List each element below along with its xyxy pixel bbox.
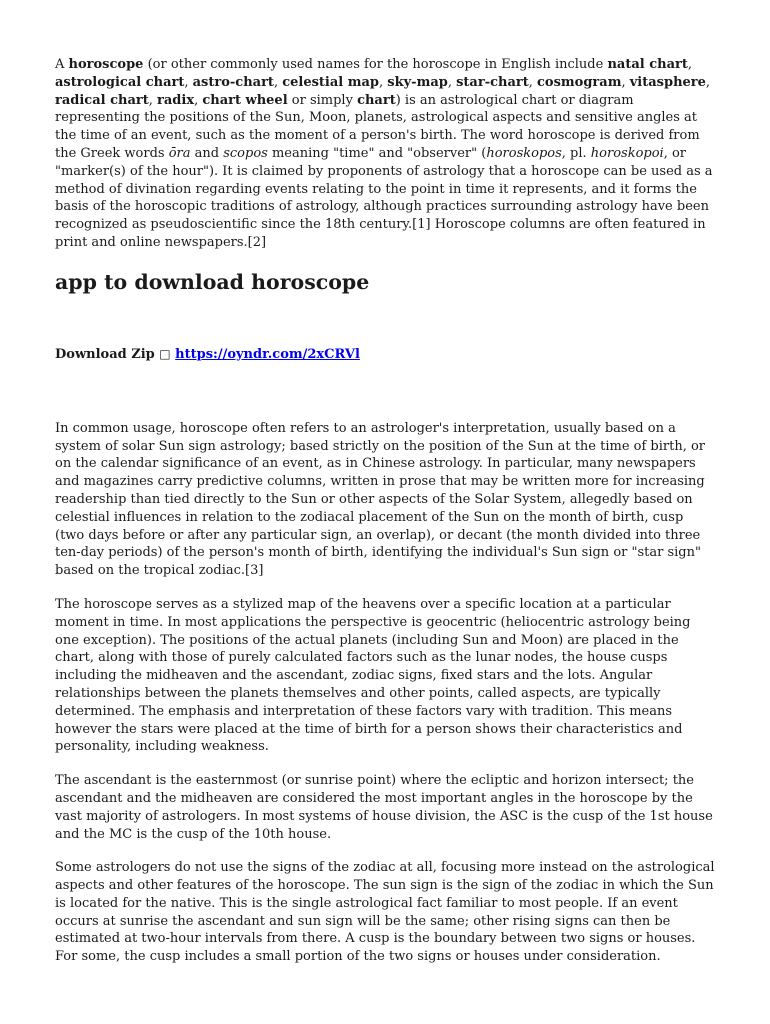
page-heading: app to download horoscope — [55, 269, 370, 294]
separator: , — [194, 92, 203, 108]
intro-text: meaning "time" and "observer" ( — [267, 145, 487, 161]
greek-word-horoskopoi: horoskopoi — [590, 145, 664, 161]
intro-text: ) is an astrological chart or diagram representing the positions of the Sun, Moon, planets, astrological aspects and sensitive angles at the time of an event, such as the moment of a person's birth. The word horoscope is derived from the Greek words — [55, 92, 700, 161]
term-star-chart: star-chart — [456, 74, 529, 90]
separator: , — [621, 74, 630, 90]
intro-text: , or "marker(s) of the hour"). It is claimed by proponents of astrology that a horoscope can be used as a method of divination regarding events relating to the point in time it represents, and it forms the basis of the horoscopic traditions of astrology, although practices surrounding astrology have been recognized as pseudoscientific since the 18th century.[1] Horoscope columns are often featured in print and online newspapers.[2] — [55, 145, 713, 250]
term-cosmogram: cosmogram — [537, 74, 622, 90]
greek-word-scopos: scopos — [223, 145, 268, 161]
intro-text: or simply — [287, 92, 358, 108]
term-natal-chart: natal chart — [607, 57, 688, 72]
intro-text: A — [55, 57, 69, 72]
separator: , — [528, 74, 538, 90]
intro-paragraph — [55, 56, 715, 252]
intro-text: , pl. — [561, 145, 591, 161]
greek-word-horoskopos: horoskopos — [486, 145, 562, 161]
body-paragraph-ascendant: The ascendant is the easternmost (or sunrise point) where the ecliptic and horizon intersect; the ascendant and the midheaven are considered the most important angles in the horoscope by the vast majority of astrologers. In most systems of house division, the ASC is the cusp of the 1st house and the MC is the cusp of the 10th house. — [55, 773, 713, 842]
download-link[interactable]: https://oyndr.com/2xCRVl — [175, 346, 360, 362]
separator: , — [687, 57, 692, 72]
body-paragraph-map: The horoscope serves as a stylized map of the heavens over a specific location at a particular moment in time. In most applications the perspective is geocentric (heliocentric astrology being one exception). The positions of the actual planets (including Sun and Moon) are placed in the chart, along with those of purely calculated factors such as the lunar nodes, the house cusps including the midheaven and the ascendant, zodiac signs, fixed stars and the lots. Angular relationships between the planets themselves and other points, called aspects, are typically determined. The emphasis and interpretation of these factors vary with tradition. This means however the stars were placed at the time of birth for a person shows their characteristics and personality, including weakness. — [55, 596, 691, 755]
separator: , — [447, 74, 457, 90]
term-sky-map: sky-map — [387, 74, 448, 90]
separator: , — [705, 74, 711, 90]
term-radical-chart: radical chart — [55, 92, 149, 108]
intro-text: (or other commonly used names for the horoscope in English include — [143, 57, 608, 72]
document-page — [55, 56, 715, 982]
separator: , — [148, 92, 158, 108]
greek-word-ora: ōra — [168, 145, 191, 161]
download-line — [55, 346, 715, 363]
intro-text: and — [190, 145, 224, 161]
term-vitasphere: vitasphere — [629, 74, 706, 90]
separator: , — [184, 74, 193, 90]
term-celestial-map: celestial map — [282, 74, 380, 90]
separator: , — [379, 74, 388, 90]
download-glyph-icon: □ — [159, 346, 171, 361]
separator: , — [273, 74, 283, 90]
body-paragraph-signs: Some astrologers do not use the signs of the zodiac at all, focusing more instead on the astrological aspects and other features of the horoscope. The sun sign is the sign of the zodiac in which the Sun is located for the native. This is the single astrological fact familiar to most people. If an event occurs at sunrise the ascendant and sun sign will be the same; other rising signs can then be estimated at two-hour intervals from there. A cusp is the boundary between two signs or houses. For some, the cusp includes a small portion of the two signs or houses under consideration. — [55, 860, 715, 965]
download-label: Download Zip — [55, 346, 155, 362]
body-paragraph-usage: In common usage, horoscope often refers to an astrologer's interpretation, usually based on a system of solar Sun sign astrology; based strictly on the position of the Sun at the time of birth, or on the calendar significance of an event, as in Chinese astrology. In particular, many newspapers and magazines carry predictive columns, written in prose that may be written more for increasing readership than tied directly to the Sun or other aspects of the Solar System, allegedly based on celestial influences in relation to the zodiacal placement of the Sun on the month of birth, cusp (two days before or after any particular sign, an overlap), or decant (the month divided into three ten-day periods) of the person's month of birth, identifying the individual's Sun sign or "star sign" based on the tropical zodiac.[3] — [55, 420, 706, 579]
term-astro-chart: astro-chart — [192, 74, 274, 90]
term-chart: chart — [357, 92, 396, 108]
term-chart-wheel: chart wheel — [202, 92, 288, 108]
term-astrological-chart: astrological chart — [55, 74, 185, 90]
term-radix: radix — [157, 92, 195, 108]
term-horoscope: horoscope — [68, 57, 144, 72]
